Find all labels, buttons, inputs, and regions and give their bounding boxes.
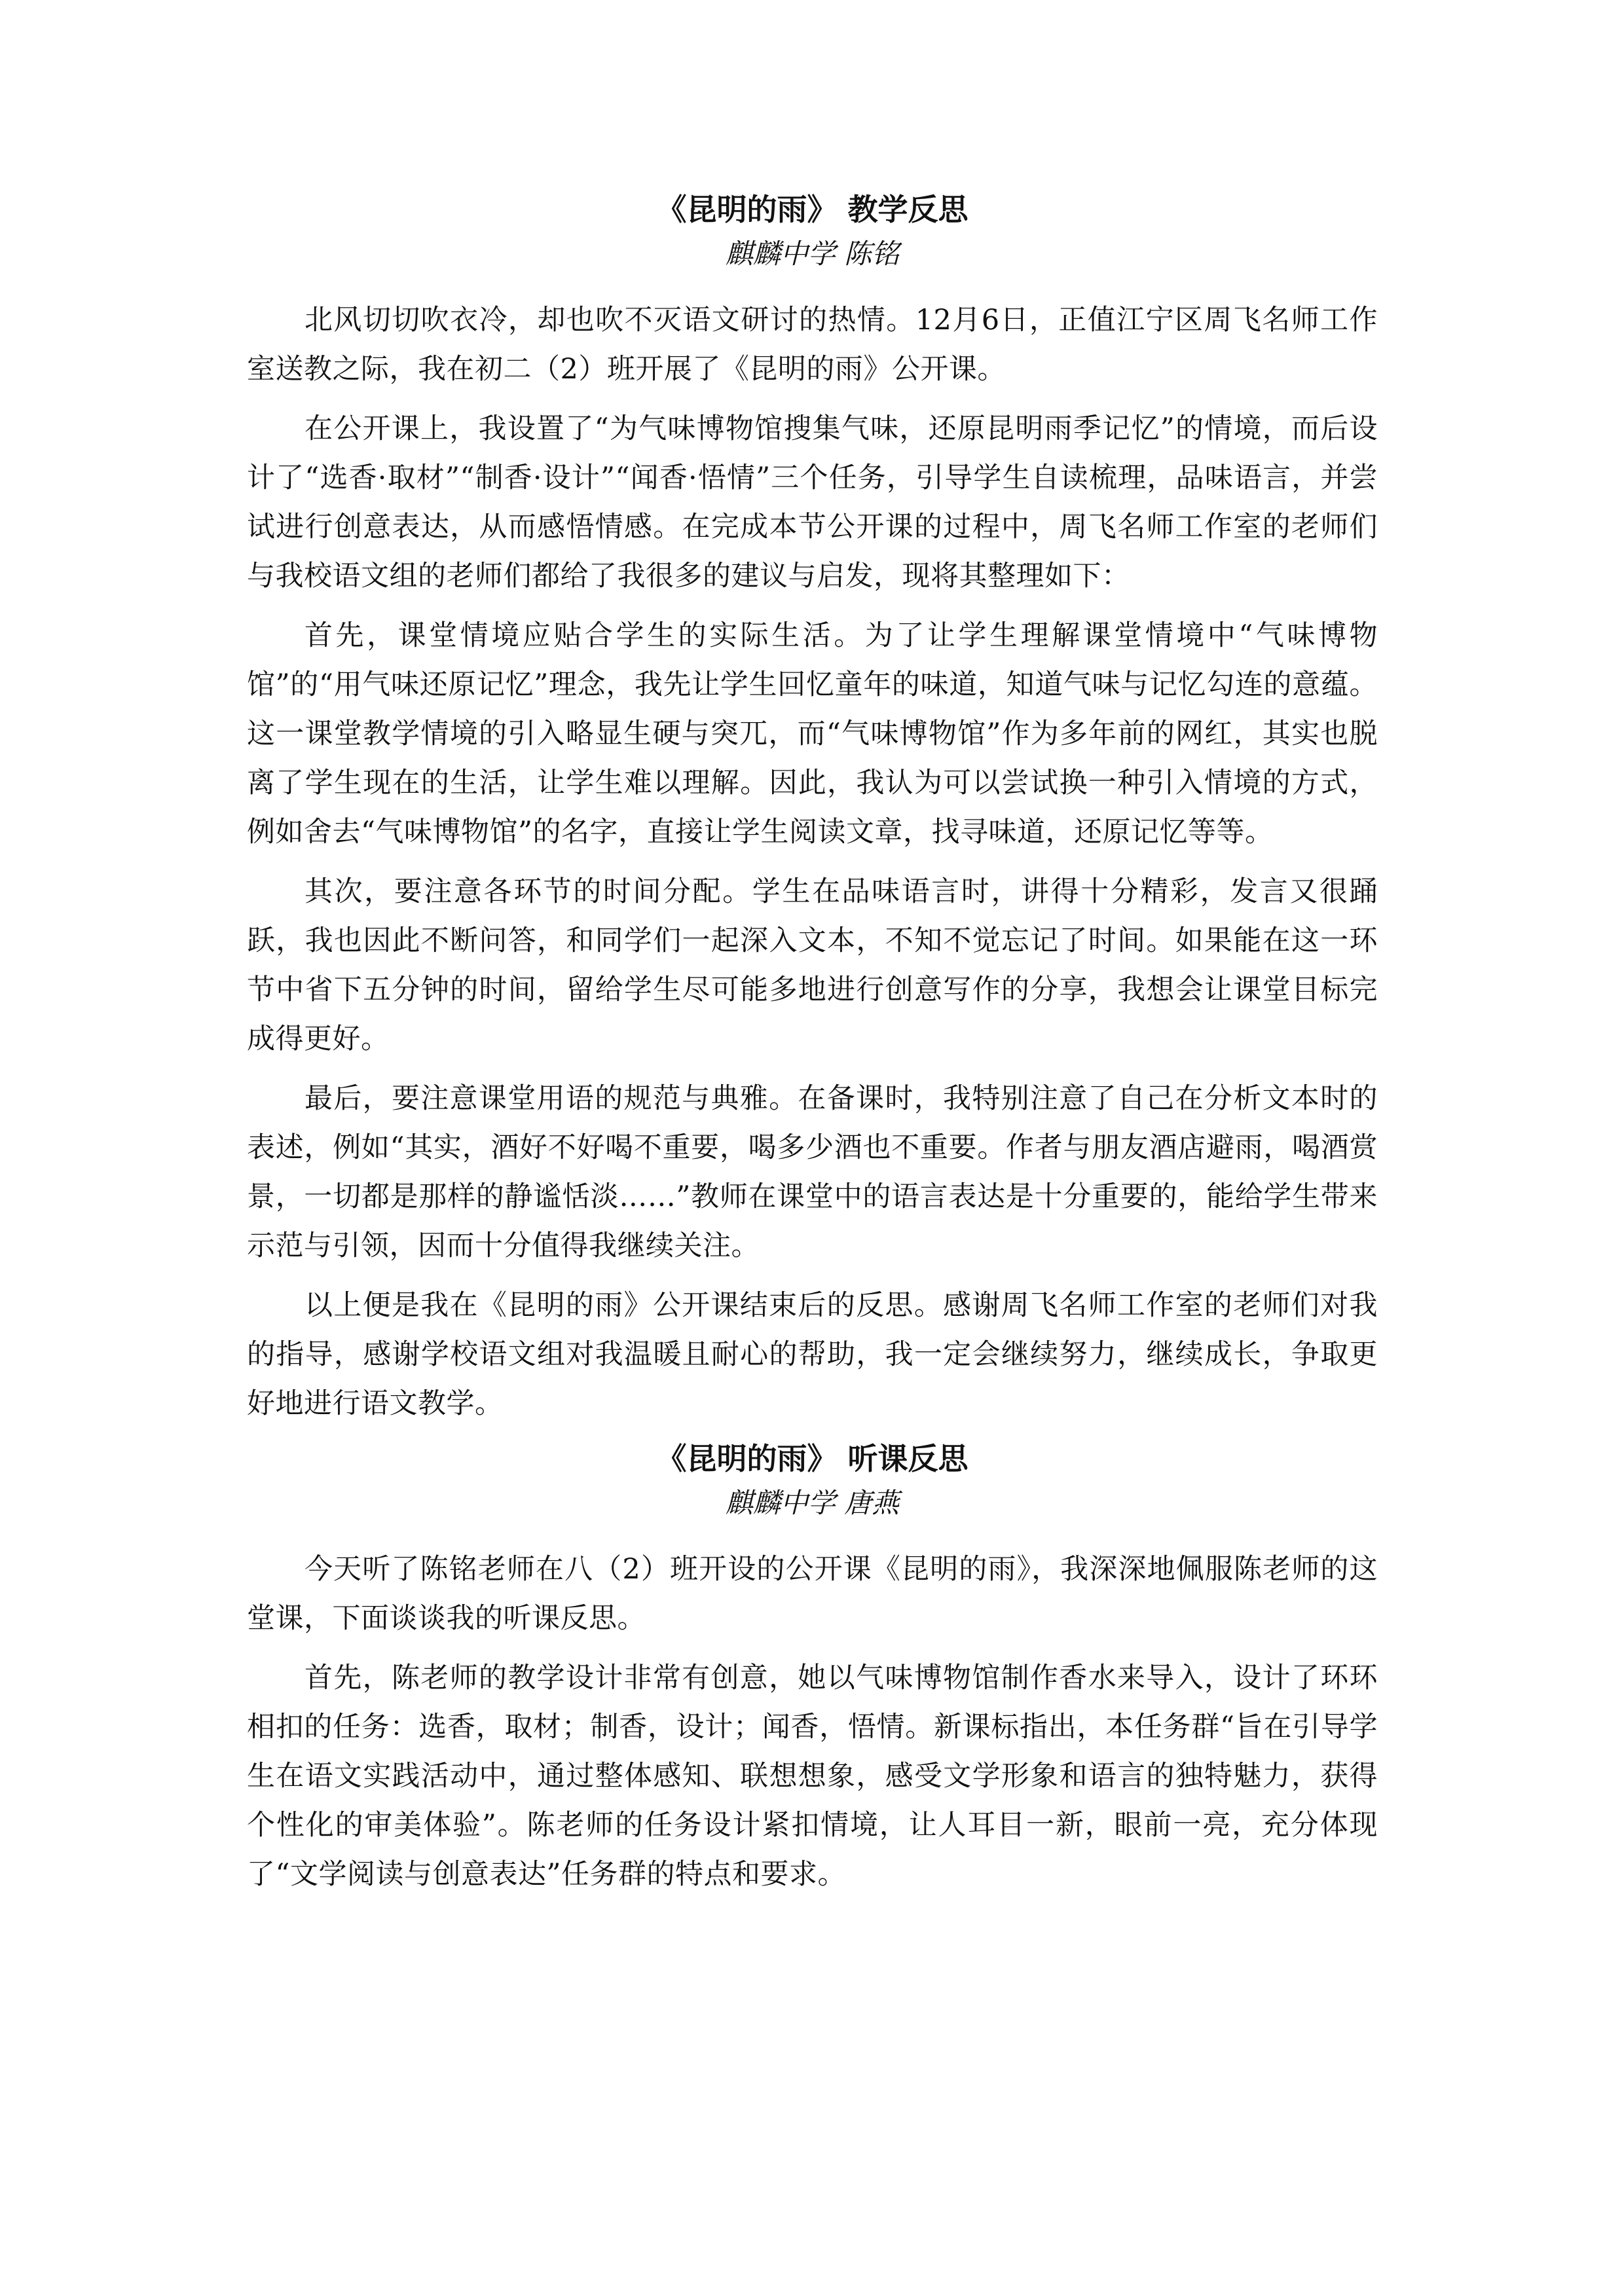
paragraph: 其次，要注意各环节的时间分配。学生在品味语言时，讲得十分精彩，发言又很踊跃，我也因此不断问答，和同学们一起深入文本，不知不觉忘记了时间。如果能在这一环节中省下五分钟的时间，留给学生尽可能多地进行创意写作的分享，我想会让课堂目标完成得更好。 bbox=[247, 875, 1378, 1055]
paragraph: 最后，要注意课堂用语的规范与典雅。在备课时，我特别注意了自己在分析文本时的表述，例如“其实，酒好不好喝不重要，喝多少酒也不重要。作者与朋友酒店避雨，喝酒赏景，一切都是那样的静谧恬淡……”教师在课堂中的语言表达是十分重要的，能给学生带来示范与引领，因而十分值得我继续关注。 bbox=[247, 1082, 1378, 1262]
paragraph: 北风切切吹衣冷，却也吹不灭语文研讨的热情。12月6日，正值江宁区周飞名师工作室送教之际，我在初二（2）班开展了《昆明的雨》公开课。 bbox=[247, 304, 1378, 386]
paragraph: 今天听了陈铭老师在八（2）班开设的公开课《昆明的雨》，我深深地佩服陈老师的这堂课，下面谈谈我的听课反思。 bbox=[247, 1553, 1378, 1635]
paragraph: 以上便是我在《昆明的雨》公开课结束后的反思。感谢周飞名师工作室的老师们对我的指导，感谢学校语文组对我温暖且耐心的帮助，我一定会继续努力，继续成长，争取更好地进行语文教学。 bbox=[247, 1289, 1378, 1420]
paragraph: 在公开课上，我设置了“为气味博物馆搜集气味，还原昆明雨季记忆”的情境，而后设计了“选香·取材”“制香·设计”“闻香·悟情”三个任务，引导学生自读梳理，品味语言，并尝试进行创意表达，从而感悟情感。在完成本节公开课的过程中，周飞名师工作室的老师们与我校语文组的老师们都给了我很多的建议与启发，现将其整理如下： bbox=[247, 412, 1378, 592]
author-byline: 麒麟中学 陈铭 bbox=[725, 238, 900, 270]
paragraph: 首先，课堂情境应贴合学生的实际生活。为了让学生理解课堂情境中“气味博物馆”的“用气味还原记忆”理念，我先让学生回忆童年的味道，知道气味与记忆勾连的意蕴。这一课堂教学情境的引入略显生硬与突兀，而“气味博物馆”作为多年前的网红，其实也脱离了学生现在的生活，让学生难以理解。因此，我认为可以尝试换一种引入情境的方式，例如舍去“气味博物馆”的名字，直接让学生阅读文章，找寻味道，还原记忆等等。 bbox=[247, 619, 1378, 848]
section-title: 《昆明的雨》 教学反思 bbox=[656, 192, 969, 227]
document-page bbox=[247, 190, 1378, 1910]
lecture-reflection-section bbox=[247, 1439, 1378, 1899]
teaching-reflection-section bbox=[247, 190, 1378, 1429]
author-byline: 麒麟中学 唐燕 bbox=[725, 1487, 900, 1519]
paragraph: 首先，陈老师的教学设计非常有创意，她以气味博物馆制作香水来导入，设计了环环相扣的任务：选香，取材；制香，设计；闻香，悟情。新课标指出，本任务群“旨在引导学生在语文实践活动中，通过整体感知、联想想象，感受文学形象和语言的独特魅力，获得个性化的审美体验”。陈老师的任务设计紧扣情境，让人耳目一新，眼前一亮，充分体现了“文学阅读与创意表达”任务群的特点和要求。 bbox=[247, 1662, 1378, 1891]
section-title: 《昆明的雨》 听课反思 bbox=[656, 1441, 969, 1476]
